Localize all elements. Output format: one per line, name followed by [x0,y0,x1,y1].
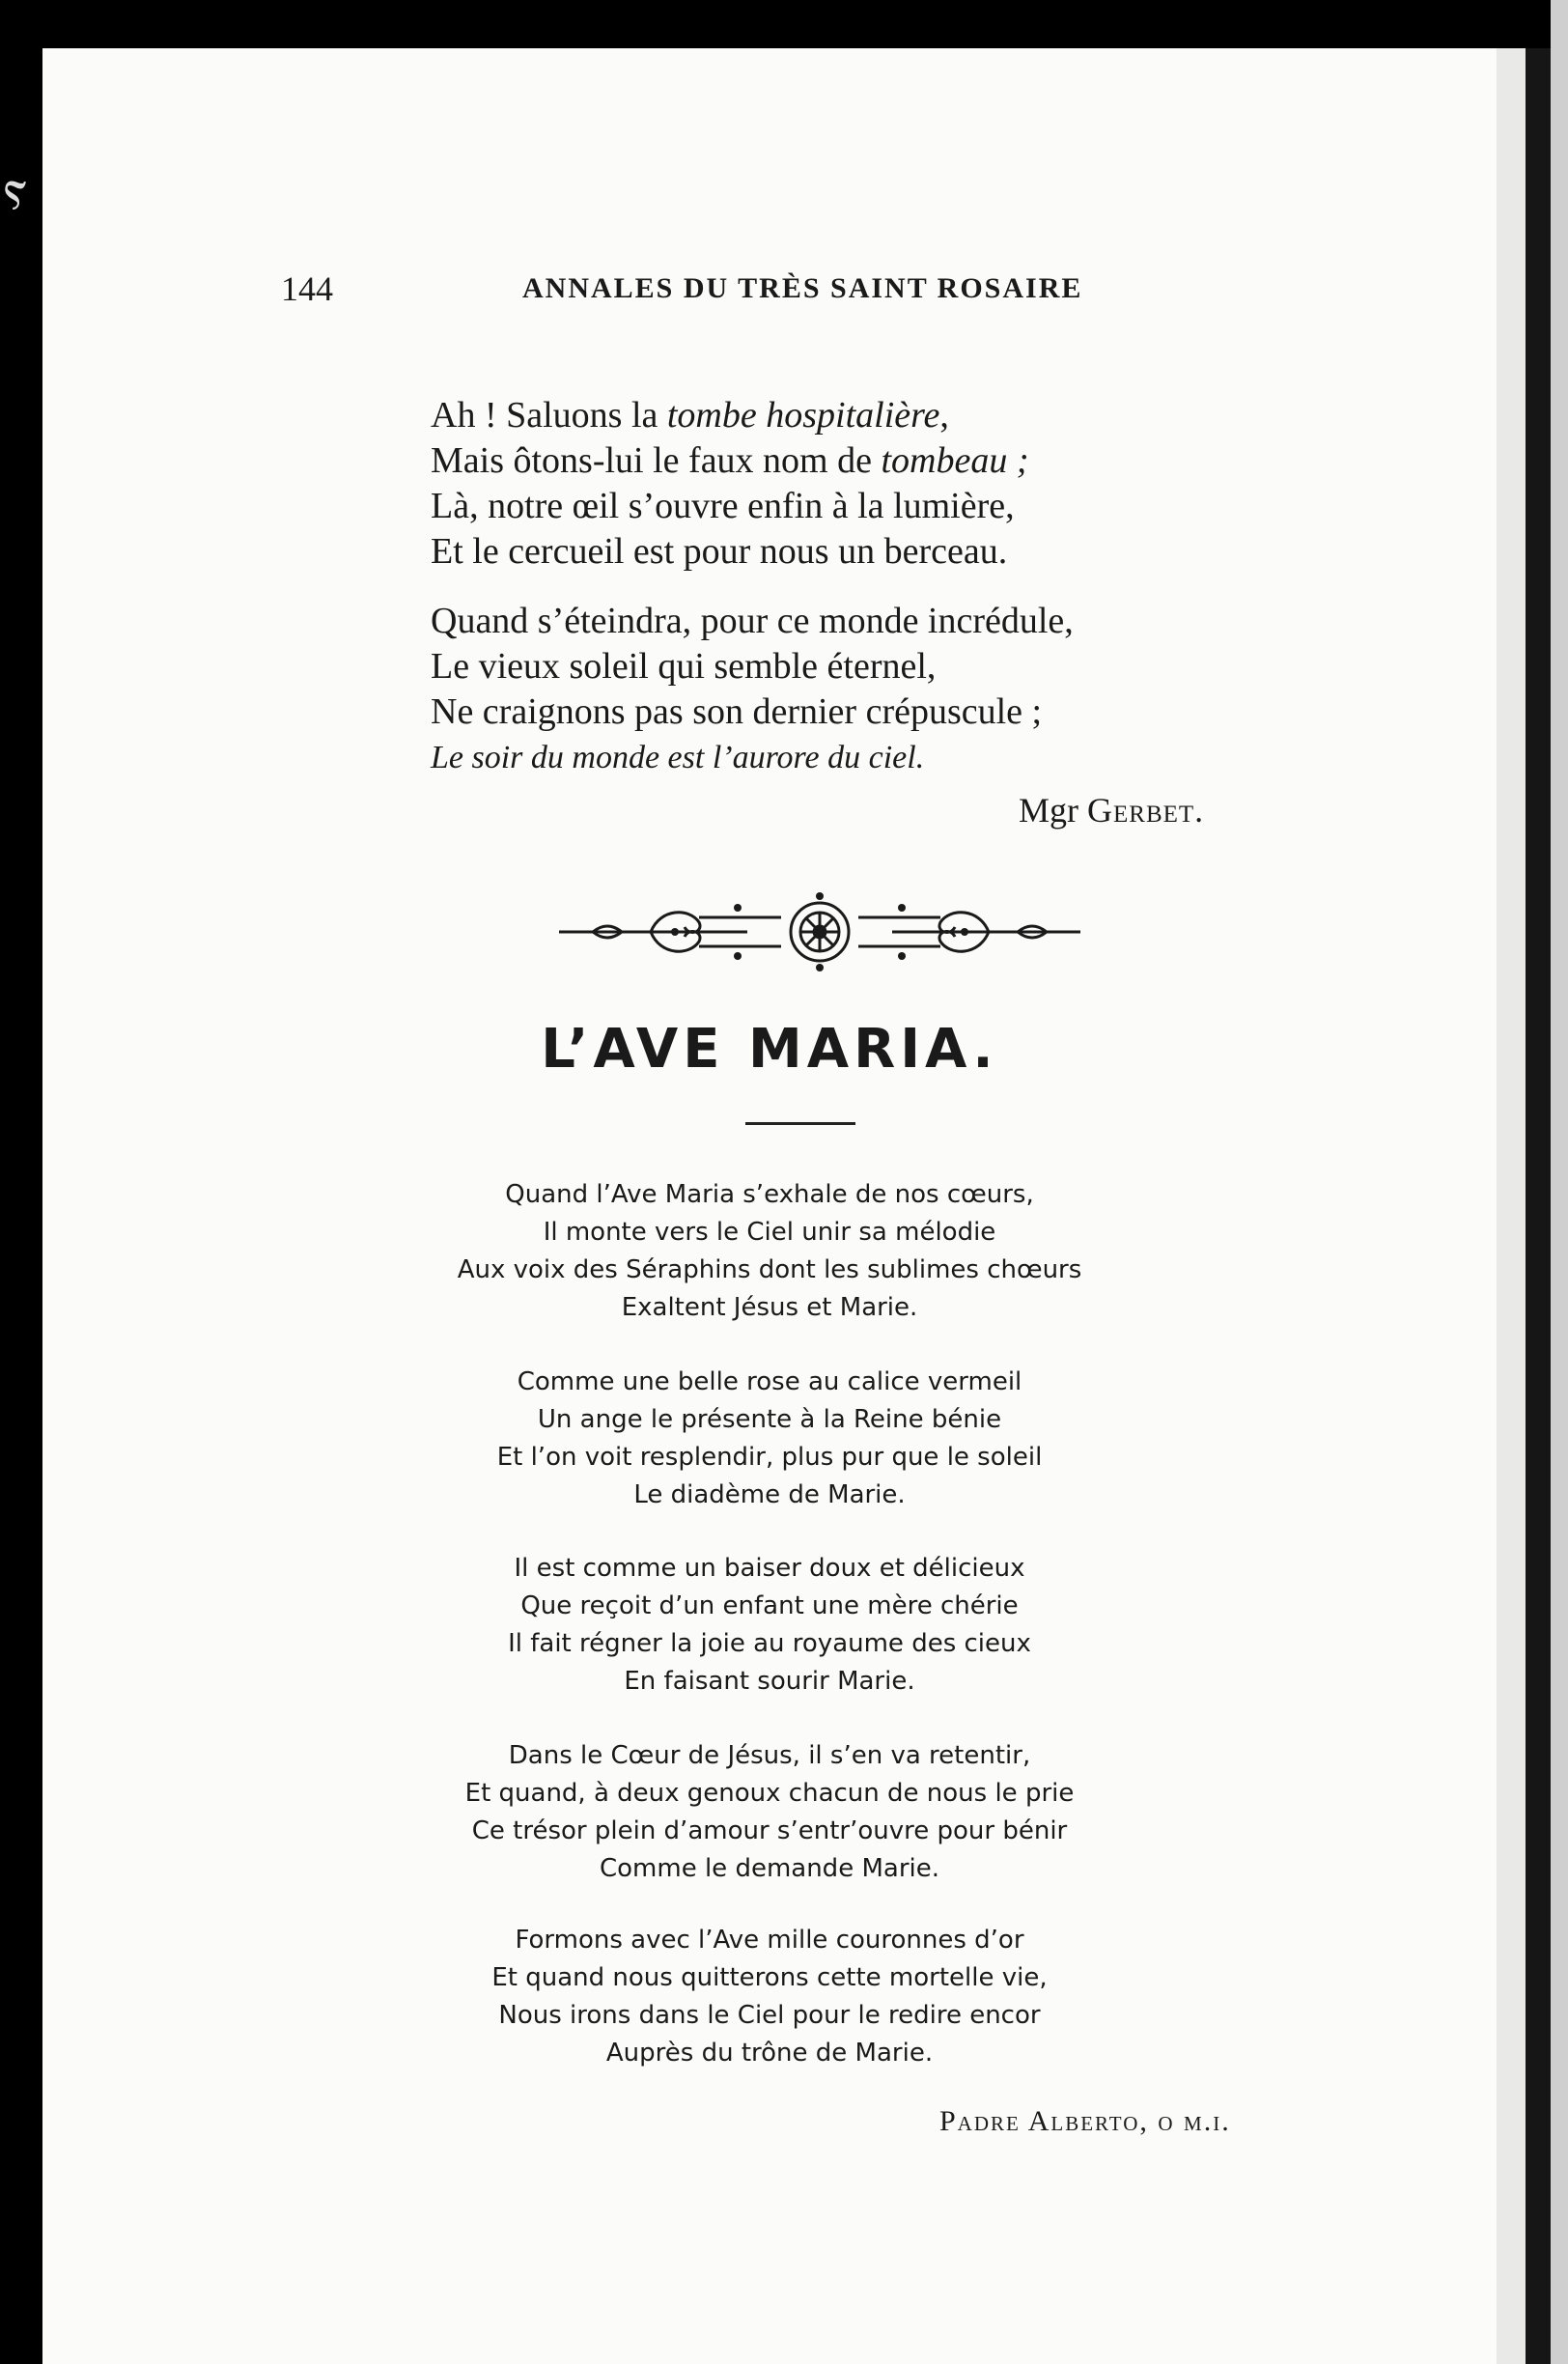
scan-right-margin [1551,0,1568,2364]
verse-line: Comme le demande Marie. [599,1854,939,1883]
verse-line-italic: Le soir du monde est l’aurore du ciel. [431,740,925,775]
verse-line: Il monte vers le Ciel unir sa mélodie [543,1218,996,1247]
verse-line: Exaltent Jésus et Marie. [621,1293,918,1322]
verse-line: Et quand nous quitterons cette mortelle vie, [491,1963,1048,1992]
ave-maria-stanza-2 [42,1364,1497,1514]
verse-line: Nous irons dans le Ciel pour le redire encor [498,2001,1041,2030]
verse-line: Mais ôtons-lui le faux nom de tombeau ; [431,440,1029,481]
verse-line: Il est comme un baiser doux et délicieux [514,1554,1025,1583]
ave-maria-stanza-1 [42,1176,1497,1327]
ave-maria-stanza-4 [42,1737,1497,1888]
decorative-scroll-ornament-icon [554,888,1085,975]
running-head: ANNALES DU TRÈS SAINT ROSAIRE [522,272,1083,304]
verse-line: Dans le Cœur de Jésus, il s’en va retentir, [508,1741,1031,1770]
verse-line: Le vieux soleil qui semble éternel, [431,646,937,687]
verse-line: Un ange le présente à la Reine bénie [537,1405,1002,1434]
page-number: 144 [281,269,333,308]
poem-title: L’AVE MARIA. [541,1018,998,1081]
title-rule [745,1122,855,1125]
verse-line: Auprès du trône de Marie. [605,2039,934,2068]
verse-line: Il fait régner la joie au royaume des cieux [508,1629,1031,1658]
verse-line: Le diadème de Marie. [633,1480,906,1509]
verse-line: Et le cercueil est pour nous un berceau. [431,531,1008,572]
book-page [42,48,1497,2364]
book-spine-strip [1526,48,1551,2364]
verse-line: Formons avec l’Ave mille couronnes d’or [515,1926,1024,1955]
verse-line: Et l’on voit resplendir, plus pur que le soleil [496,1443,1043,1472]
verse-line: Ce trésor plein d’amour s’entr’ouvre pour bénir [471,1816,1068,1845]
scan-edge-mark: ⲋ [4,156,28,220]
verse-line: Quand l’Ave Maria s’exhale de nos cœurs, [505,1180,1034,1209]
first-poem-stanza-1 [431,393,1029,575]
verse-line: Ne craignons pas son dernier crépuscule ; [431,691,1043,732]
verse-line: Que reçoit d’un enfant une mère chérie [520,1591,1019,1620]
scan-top-border [0,0,1568,48]
verse-line: Là, notre œil s’ouvre enfin à la lumière, [431,486,1015,526]
ave-maria-signature: Padre Alberto, o m.i. [939,2105,1231,2137]
verse-line: Quand s’éteindra, pour ce monde incrédule, [431,601,1074,641]
verse-line: Comme une belle rose au calice vermeil [517,1367,1022,1396]
ave-maria-stanza-3 [42,1550,1497,1701]
first-poem-stanza-2 [431,599,1074,780]
verse-line: Ah ! Saluons la tombe hospitalière, [431,395,949,436]
verse-line: Aux voix des Séraphins dont les sublimes chœurs [457,1255,1082,1284]
verse-line: Et quand, à deux genoux chacun de nous le prie [464,1779,1075,1808]
first-poem-signature: Mgr Gerbet. [1019,791,1205,830]
page-edge-shadow [1497,48,1526,2364]
ave-maria-stanza-5 [42,1922,1497,2072]
verse-line: En faisant sourir Marie. [624,1667,915,1696]
